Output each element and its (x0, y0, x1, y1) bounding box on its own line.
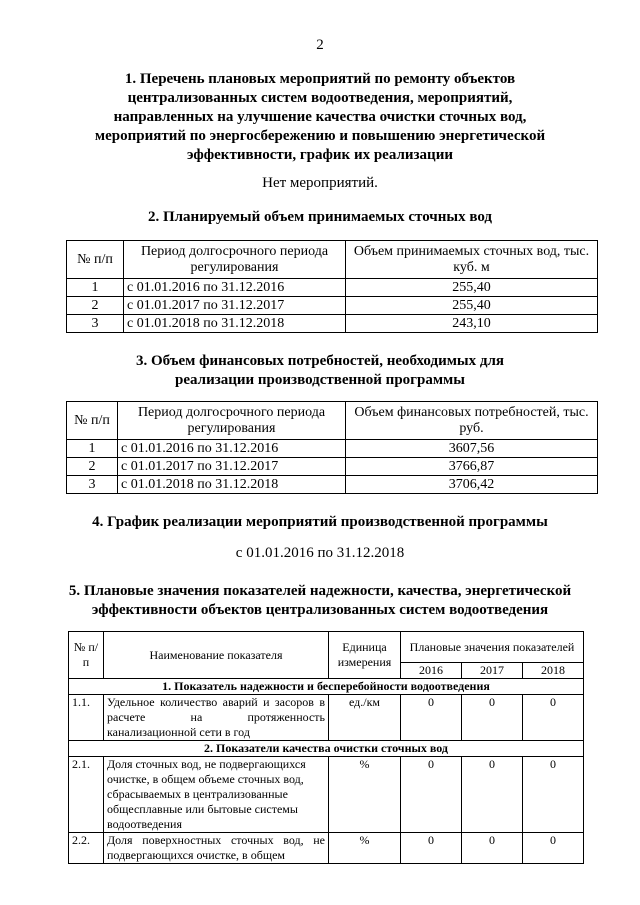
row-volume: 243,10 (346, 315, 598, 333)
row-finance: 3766,87 (346, 458, 598, 476)
row-value-2017: 0 (462, 757, 523, 833)
group-row (69, 679, 584, 695)
row-finance: 3607,56 (346, 440, 598, 458)
table-row (67, 315, 598, 333)
row-num: 1 (67, 279, 124, 297)
group-row (69, 741, 584, 757)
row-name: Удельное количество аварий и засоров в расчете на протяженность канализационной сети в год (104, 695, 329, 741)
section1-title-line: эффективности, график их реализации (187, 147, 453, 163)
header-year: 2017 (462, 663, 523, 679)
row-num: 2.2. (69, 833, 104, 864)
row-volume: 255,40 (346, 297, 598, 315)
row-num: 3 (67, 315, 124, 333)
section4-title: 4. График реализации мероприятий производственной программы (92, 514, 548, 530)
header-planned: Плановые значения показателей (401, 632, 584, 663)
row-period: с 01.01.2018 по 31.12.2018 (118, 476, 346, 494)
table-header-row (69, 632, 584, 663)
header-period: Период долгосрочного периода регулирования (124, 241, 346, 279)
header-finance: Объем финансовых потребностей, тыс. руб. (346, 402, 598, 440)
row-num: 2 (67, 297, 124, 315)
row-period: с 01.01.2017 по 31.12.2017 (118, 458, 346, 476)
table-row (67, 458, 598, 476)
table-row (67, 476, 598, 494)
finance-table (66, 401, 598, 494)
section1-title-line: 1. Перечень плановых мероприятий по ремонту объектов (124, 71, 516, 87)
table-row (69, 757, 584, 833)
row-num: 2 (67, 458, 118, 476)
row-unit: % (329, 757, 401, 833)
section4-text: с 01.01.2016 по 31.12.2018 (235, 545, 405, 561)
row-value-2017: 0 (462, 833, 523, 864)
row-period: с 01.01.2016 по 31.12.2016 (124, 279, 346, 297)
row-unit: ед./км (329, 695, 401, 741)
row-value-2018: 0 (523, 695, 584, 741)
table-row (69, 695, 584, 741)
row-unit: % (329, 833, 401, 864)
row-value-2018: 0 (523, 757, 584, 833)
row-volume: 255,40 (346, 279, 598, 297)
row-name: Доля поверхностных сточных вод, не подвергающихся очистке, в общем (104, 833, 329, 864)
section5-title-line: эффективности объектов централизованных систем водоотведения (91, 602, 549, 618)
row-num: 1 (67, 440, 118, 458)
section3-title-line: 3. Объем финансовых потребностей, необходимых для (135, 353, 505, 369)
header-name: Наименование показателя (104, 632, 329, 679)
section3-title (0, 352, 640, 390)
section1-title (0, 70, 640, 165)
section1-title-line: мероприятий по энергосбережению и повышению энергетической (94, 128, 546, 144)
section5-title-line: 5. Плановые значения показателей надежности, качества, энергетической (68, 583, 572, 599)
section1-title-line: направленных на улучшение качества очистки сточных вод, (113, 109, 527, 125)
row-num: 2.1. (69, 757, 104, 833)
row-period: с 01.01.2017 по 31.12.2017 (124, 297, 346, 315)
header-volume: Объем принимаемых сточных вод, тыс. куб. м (346, 241, 598, 279)
section1-title-line: централизованных систем водоотведения, мероприятий, (127, 90, 513, 106)
row-num: 3 (67, 476, 118, 494)
row-period: с 01.01.2016 по 31.12.2016 (118, 440, 346, 458)
table-header-row (67, 402, 598, 440)
row-name: Доля сточных вод, не подвергающихся очистке, в общем объеме сточных вод, сбрасываемых в централизованные общесплавные или бытовые системы водоотведения (104, 757, 329, 833)
group-title: 2. Показатели качества очистки сточных вод (69, 741, 584, 757)
table-row (67, 297, 598, 315)
group-title: 1. Показатель надежности и бесперебойности водоотведения (69, 679, 584, 695)
row-finance: 3706,42 (346, 476, 598, 494)
section1-text: Нет мероприятий. (262, 175, 378, 191)
section2-title: 2. Планируемый объем принимаемых сточных вод (147, 209, 493, 225)
row-value-2016: 0 (401, 833, 462, 864)
table-header-row (67, 241, 598, 279)
row-period: с 01.01.2018 по 31.12.2018 (124, 315, 346, 333)
row-value-2017: 0 (462, 695, 523, 741)
header-num: № п/п (67, 402, 118, 440)
header-num: № п/п (67, 241, 124, 279)
row-value-2018: 0 (523, 833, 584, 864)
header-year: 2016 (401, 663, 462, 679)
header-num: № п/п (69, 632, 104, 679)
section3-title-line: реализации производственной программы (175, 372, 465, 388)
volume-table (66, 240, 598, 333)
table-row (67, 279, 598, 297)
header-period: Период долгосрочного периода регулирования (118, 402, 346, 440)
header-year: 2018 (523, 663, 584, 679)
page-number: 2 (316, 37, 324, 53)
row-value-2016: 0 (401, 695, 462, 741)
section5-title (0, 582, 640, 620)
row-num: 1.1. (69, 695, 104, 741)
row-value-2016: 0 (401, 757, 462, 833)
indicators-table (68, 631, 584, 864)
table-row (67, 440, 598, 458)
table-row (69, 833, 584, 864)
header-unit: Единица измерения (329, 632, 401, 679)
